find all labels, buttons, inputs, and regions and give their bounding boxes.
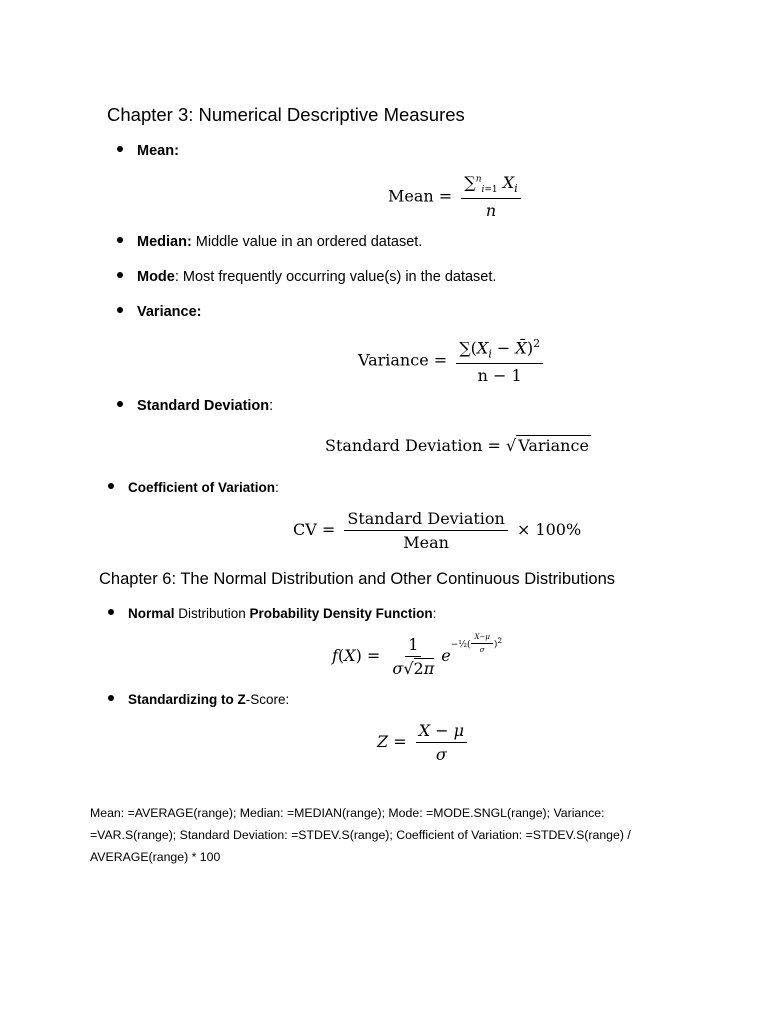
z-tail: -Score: (245, 692, 290, 707)
cv-colon: : (275, 480, 279, 495)
cv-term: Coefficient of Variation (128, 480, 276, 495)
mean-formula: Mean = $\frac{\sum^n_{i=1} X_i}{n}$ (388, 174, 525, 220)
bullet-dot (117, 272, 123, 278)
bullet-median (117, 234, 422, 250)
sd-term: Standard Deviation (137, 398, 270, 414)
bullet-dot (117, 401, 123, 407)
bullet-dot (108, 609, 114, 615)
chapter-3-heading: Chapter 3: Numerical Descriptive Measures (107, 104, 465, 125)
mean-term: Mean: (137, 143, 179, 159)
bullet-cv (108, 480, 279, 495)
bullet-dot (117, 146, 123, 152)
mode-term: Mode (137, 269, 175, 285)
pdf-colon: : (432, 606, 437, 621)
sqrt-sign: √ Variance (506, 436, 589, 455)
variance-denominator: n − 1 (477, 365, 522, 385)
mean-fraction: $\frac{\sum^n_{i=1} X_i}{n}$ (461, 174, 520, 220)
variance-lhs: Variance (358, 350, 429, 370)
median-text: Middle value in an ordered dataset. (191, 234, 423, 250)
excel-functions-note: Mean: =AVERAGE(range); Median: =MEDIAN(range); Mode: =MODE.SNGL(range); Variance: =VAR.S(range); Standard Deviation: =STDEV.S(range); Coefficient of Variation: =STDEV.S(range) / AVERAGE(range) * 100 (90, 806, 631, 864)
bullet-normal-pdf (108, 606, 436, 621)
bullet-dot (117, 237, 123, 243)
bullet-dot (117, 307, 123, 313)
normal-pdf-formula: f(X) = $\frac{1}{\sigma√2\pi}$ $e^{-\frac{1}{2}( \frac{X-\mu}{\sigma} )^2}$ (332, 632, 503, 678)
bullet-z-score (108, 692, 289, 707)
z-score-formula: Z = $\frac{X - \mu}{\sigma}$ (377, 722, 471, 763)
chapter-6-heading: Chapter 6: The Normal Distribution and Other Continuous Distributions (99, 570, 616, 588)
bullet-dot (108, 695, 114, 701)
cv-tail: × 100% (516, 520, 582, 540)
pdf-term-b: Distribution (174, 606, 250, 621)
sd-radicand: Variance (518, 436, 589, 455)
cv-formula: CV = $\frac{\text{Standard Deviation}}{\text{Mean}}$ × 100% (293, 509, 582, 552)
pdf-term-a: Normal (128, 606, 175, 621)
sd-lhs: Standard Deviation (325, 436, 483, 455)
cv-lhs: CV (293, 520, 317, 540)
z-term: Standardizing to Z (128, 692, 246, 707)
mode-text: : Most frequently occurring value(s) in the dataset. (174, 269, 497, 285)
variance-term: Variance: (137, 304, 202, 320)
bullet-standard-deviation (117, 398, 273, 414)
bullet-mode (117, 269, 496, 285)
cv-denominator: Mean (403, 532, 449, 552)
variance-formula: Variance = $\frac{\sum(X_i - X̄)^2}{n - 1}$ (358, 338, 547, 384)
pdf-fraction: $\frac{1}{\sigma√2\pi}$ (392, 635, 435, 678)
median-term: Median: (137, 234, 192, 250)
sd-formula: Standard Deviation = √ Variance (325, 436, 589, 455)
sd-colon: : (269, 398, 274, 414)
cv-fraction (344, 510, 507, 551)
bullet-variance (117, 304, 202, 320)
pdf-term-c: Probability Density Function (249, 606, 433, 621)
cv-numerator: Standard Deviation (344, 510, 507, 531)
mean-lhs: Mean (388, 186, 434, 206)
bullet-mean (117, 143, 179, 159)
variance-fraction: $\frac{\sum(X_i - X̄)^2}{n - 1}$ (456, 338, 543, 384)
z-fraction: $\frac{X - \mu}{\sigma}$ (416, 722, 467, 763)
bullet-dot (108, 483, 114, 489)
